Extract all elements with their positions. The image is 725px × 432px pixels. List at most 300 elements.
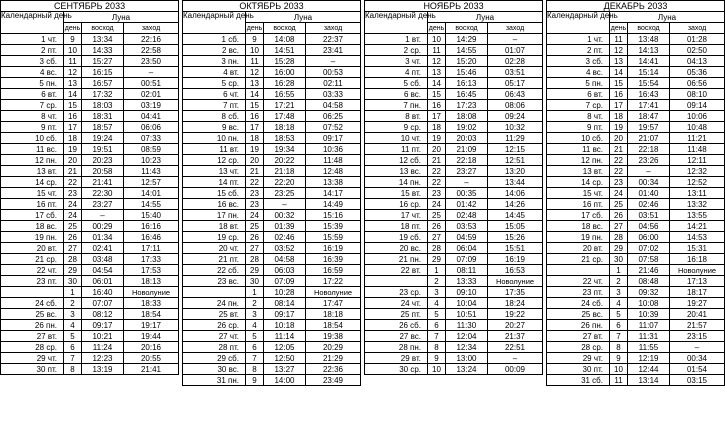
moonrise-cell: 23:27 [82, 199, 124, 210]
moon-day-cell: 13 [64, 78, 82, 89]
table-row [183, 56, 361, 67]
month-table [182, 0, 361, 386]
table-row [547, 133, 725, 144]
table-row [547, 353, 725, 364]
moonset-cell: 14:17 [306, 188, 361, 199]
table-row [547, 265, 725, 276]
moonset-cell: 16:18 [670, 254, 725, 265]
moonset-cell: 10:48 [670, 122, 725, 133]
moon-day-cell: 24 [64, 199, 82, 210]
moon-day-cell: 5 [610, 309, 628, 320]
moonrise-cell: 19:34 [264, 144, 306, 155]
table-row [1, 155, 179, 166]
date-cell: 27 чт. [183, 331, 246, 342]
moonrise-cell: 16:28 [264, 78, 306, 89]
table-row [365, 320, 543, 331]
table-row [547, 320, 725, 331]
moon-day-cell: 10 [610, 364, 628, 375]
moonrise-cell: 00:32 [264, 210, 306, 221]
date-cell: 15 чт. [1, 188, 64, 199]
moonrise-cell: 07:58 [628, 254, 670, 265]
moonset-cell: 14:01 [124, 188, 179, 199]
moonset-cell: 15:39 [306, 221, 361, 232]
moonset-cell: 19:27 [670, 298, 725, 309]
moonset-cell: 22:51 [488, 342, 543, 353]
table-row [183, 144, 361, 155]
month-title: ОКТЯБРЬ 2033 [183, 1, 361, 12]
date-cell: 4 вс. [547, 67, 610, 78]
date-cell: 2 пт. [547, 45, 610, 56]
moonset-cell: 20:27 [488, 320, 543, 331]
moon-day-cell: 4 [246, 320, 264, 331]
table-row [183, 67, 361, 78]
moonrise-cell: 14:55 [446, 45, 488, 56]
moonrise-cell: 08:14 [264, 298, 306, 309]
table-row [547, 309, 725, 320]
table-row [547, 254, 725, 265]
moon-day-cell: 25 [428, 210, 446, 221]
phase-label: Новолуние [670, 265, 725, 276]
moonrise-cell: 09:17 [82, 320, 124, 331]
moonset-cell: 12:32 [670, 166, 725, 177]
moonset-cell: 09:17 [306, 133, 361, 144]
moonrise-cell: 11:24 [82, 342, 124, 353]
table-row [183, 34, 361, 45]
moon-day-cell: 9 [428, 353, 446, 364]
moonrise-cell: 13:48 [628, 34, 670, 45]
moonset-cell: 06:56 [670, 78, 725, 89]
moonset-cell: 14:53 [670, 232, 725, 243]
moon-day-cell: 17 [428, 111, 446, 122]
moon-day-cell: 10 [428, 364, 446, 375]
date-cell: 19 пн. [1, 232, 64, 243]
moonrise-cell: 06:04 [446, 243, 488, 254]
moon-day-cell: 14 [246, 89, 264, 100]
table-row [183, 320, 361, 331]
moonrise-cell: 00:34 [628, 177, 670, 188]
date-cell: 27 вт. [547, 331, 610, 342]
moonset-cell: 20:29 [306, 342, 361, 353]
moon-day-cell: 25 [246, 221, 264, 232]
moonrise-cell: 22:18 [446, 155, 488, 166]
table-row [1, 133, 179, 144]
moon-day-cell: 21 [428, 155, 446, 166]
moon-day-cell: 8 [246, 364, 264, 375]
moonrise-cell: 13:00 [446, 353, 488, 364]
date-cell: 7 ср. [1, 100, 64, 111]
moon-day-cell: 17 [246, 122, 264, 133]
moonset-cell: 14:45 [488, 210, 543, 221]
table-row [547, 221, 725, 232]
moon-day-cell: 23 [610, 177, 628, 188]
moon-day-cell: 2 [428, 276, 446, 287]
moonset-cell: 23:50 [124, 56, 179, 67]
column-header-set: заход [670, 23, 725, 34]
moonset-cell: 07:52 [306, 122, 361, 133]
moonset-cell: 13:55 [670, 210, 725, 221]
moonset-cell: 14:49 [306, 199, 361, 210]
moonset-cell: 16:19 [488, 254, 543, 265]
column-header-moon-day: день [246, 24, 263, 32]
table-row [1, 364, 179, 375]
moon-day-cell: 18 [246, 133, 264, 144]
table-row [183, 188, 361, 199]
moon-day-cell: 24 [64, 210, 82, 221]
moonrise-cell: 02:46 [264, 232, 306, 243]
moonset-cell: 04:58 [306, 100, 361, 111]
date-cell: 25 вт. [183, 309, 246, 320]
moonrise-cell: 06:03 [264, 265, 306, 276]
moonrise-cell: 15:14 [628, 67, 670, 78]
date-cell: 17 сб. [1, 210, 64, 221]
moonrise-cell: 10:39 [628, 309, 670, 320]
date-cell: 14 пн. [365, 177, 428, 188]
moon-day-cell: 26 [246, 232, 264, 243]
moonrise-cell: 09:10 [446, 287, 488, 298]
moon-day-cell: 1 [64, 287, 82, 298]
moonset-cell: 04:13 [670, 56, 725, 67]
table-row [1, 67, 179, 78]
moonrise-cell: 04:58 [264, 254, 306, 265]
moonset-cell: 10:32 [488, 122, 543, 133]
moonrise-cell: 18:53 [264, 133, 306, 144]
date-cell: 1 сб. [183, 34, 246, 45]
date-cell: 23 пт. [547, 287, 610, 298]
moonset-cell: 13:44 [488, 177, 543, 188]
moonrise-cell: 01:39 [264, 221, 306, 232]
moonset-cell: 08:59 [124, 144, 179, 155]
column-header-set: заход [306, 23, 361, 34]
moonset-cell: 18:13 [124, 276, 179, 287]
moonset-cell: 01:54 [670, 364, 725, 375]
table-row [183, 254, 361, 265]
moonrise-cell: 14:29 [446, 34, 488, 45]
moonset-cell: 02:28 [488, 56, 543, 67]
column-header-set: заход [124, 23, 179, 34]
moonrise-cell: 07:02 [628, 243, 670, 254]
moon-day-cell: 6 [610, 320, 628, 331]
table-row [547, 375, 725, 386]
moonrise-cell: 10:21 [82, 331, 124, 342]
moon-day-cell: 25 [64, 221, 82, 232]
table-row [547, 287, 725, 298]
moon-day-cell: 22 [428, 166, 446, 177]
table-row [183, 122, 361, 133]
date-cell: 24 сб. [547, 298, 610, 309]
moonrise-cell: 12:04 [446, 331, 488, 342]
date-cell: 12 сб. [365, 155, 428, 166]
table-row [1, 232, 179, 243]
date-cell: 28 ср. [1, 342, 64, 353]
moonrise-cell: 04:54 [82, 265, 124, 276]
table-row [1, 254, 179, 265]
table-row [365, 342, 543, 353]
date-cell: 3 сб. [1, 56, 64, 67]
month-table [546, 0, 725, 386]
moonset-cell: 20:41 [670, 309, 725, 320]
month-title: СЕНТЯБРЬ 2033 [1, 1, 179, 12]
moon-day-cell: 1 [428, 265, 446, 276]
table-row [183, 265, 361, 276]
date-cell: 23 вс. [183, 276, 246, 287]
table-row [1, 320, 179, 331]
table-row [1, 309, 179, 320]
table-row [365, 232, 543, 243]
moonset-cell: 00:51 [124, 78, 179, 89]
moonrise-cell: 03:53 [446, 221, 488, 232]
column-header-rise: восход [628, 23, 670, 34]
date-cell: 24 пн. [183, 298, 246, 309]
table-row [547, 188, 725, 199]
date-cell: 19 пн. [547, 232, 610, 243]
moonset-cell: 14:21 [670, 221, 725, 232]
moonrise-cell: 12:34 [446, 342, 488, 353]
table-row [1, 353, 179, 364]
date-cell: 8 чт. [547, 111, 610, 122]
date-cell: 10 сб. [547, 133, 610, 144]
moonset-cell: 17:47 [306, 298, 361, 309]
moon-day-cell: 7 [246, 353, 264, 364]
moon-day-cell: 30 [64, 276, 82, 287]
moon-day-cell: 15 [610, 78, 628, 89]
moon-day-cell: 21 [246, 166, 264, 177]
moonrise-cell: 07:09 [446, 254, 488, 265]
moon-day-cell: 7 [64, 353, 82, 364]
date-cell: 3 чт. [365, 56, 428, 67]
table-row [183, 133, 361, 144]
date-cell: 22 сб. [183, 265, 246, 276]
moon-day-cell: 6 [64, 342, 82, 353]
moonset-cell: 00:34 [670, 353, 725, 364]
table-row [183, 375, 361, 386]
table-row [183, 166, 361, 177]
moonset-cell: 09:24 [488, 111, 543, 122]
table-row [365, 133, 543, 144]
table-row [547, 199, 725, 210]
moonrise-cell: 12:05 [264, 342, 306, 353]
moon-day-cell: 28 [64, 254, 82, 265]
date-cell: 29 сб. [183, 353, 246, 364]
moon-day-cell: 19 [610, 122, 628, 133]
moonrise-cell: 16:45 [446, 89, 488, 100]
date-cell: 7 пт. [183, 100, 246, 111]
moon-day-cell: 5 [64, 331, 82, 342]
moon-day-cell: 1 [246, 287, 264, 298]
column-header-day: Календарный день [547, 12, 610, 34]
table-row [365, 144, 543, 155]
date-cell: 26 сб. [365, 320, 428, 331]
moonrise-cell: – [82, 210, 124, 221]
date-cell: 3 пн. [183, 56, 246, 67]
moonset-cell: 14:06 [488, 188, 543, 199]
moon-day-cell: 12 [610, 45, 628, 56]
date-cell: 21 ср. [1, 254, 64, 265]
moon-day-cell: 24 [610, 188, 628, 199]
moonrise-cell: 19:57 [628, 122, 670, 133]
moonset-cell: 12:11 [670, 155, 725, 166]
moonset-cell: 05:17 [488, 78, 543, 89]
moon-day-cell: 4 [610, 298, 628, 309]
table-row [365, 122, 543, 133]
table-row [365, 177, 543, 188]
table-row [547, 89, 725, 100]
moonrise-cell: 08:12 [82, 309, 124, 320]
column-header-day: Календарный день [1, 12, 64, 34]
moonrise-cell: 17:41 [628, 100, 670, 111]
table-row [183, 364, 361, 375]
moonset-cell: 10:23 [124, 155, 179, 166]
phase-label: Новолуние [306, 287, 361, 298]
moon-day-cell: 9 [64, 34, 82, 45]
month-title: ДЕКАБРЬ 2033 [547, 1, 725, 12]
moonset-cell: 16:16 [124, 221, 179, 232]
moonset-cell: 01:07 [488, 45, 543, 56]
date-cell: 9 ср. [365, 122, 428, 133]
moonrise-cell: 22:30 [82, 188, 124, 199]
date-cell: 24 чт. [365, 298, 428, 309]
table-row [183, 309, 361, 320]
date-cell: 16 пт. [1, 199, 64, 210]
table-row [183, 177, 361, 188]
date-cell: 28 ср. [547, 342, 610, 353]
date-cell: 12 пн. [547, 155, 610, 166]
moon-day-cell: 5 [428, 309, 446, 320]
moonset-cell: 08:06 [488, 100, 543, 111]
table-row [547, 34, 725, 45]
moon-day-cell: 14 [64, 89, 82, 100]
table-row [365, 243, 543, 254]
moonrise-cell: 14:51 [264, 45, 306, 56]
moon-day-cell: 12 [246, 67, 264, 78]
moonrise-cell: 10:08 [628, 298, 670, 309]
moonrise-cell: 03:51 [628, 210, 670, 221]
table-row [1, 100, 179, 111]
date-cell: 27 вс. [365, 331, 428, 342]
table-row [547, 342, 725, 353]
table-row [1, 210, 179, 221]
moonset-cell: 23:15 [670, 331, 725, 342]
moon-day-cell: 3 [610, 287, 628, 298]
table-row [183, 199, 361, 210]
moonset-cell: 21:41 [124, 364, 179, 375]
moonrise-cell: 02:48 [446, 210, 488, 221]
column-header-rise: восход [82, 23, 124, 34]
moon-day-cell: 2 [610, 276, 628, 287]
moonrise-cell: 14:00 [264, 375, 306, 386]
moon-day-cell: 12 [428, 56, 446, 67]
moonset-cell: 18:33 [124, 298, 179, 309]
moon-day-cell: 22 [246, 177, 264, 188]
moonrise-cell: 20:03 [446, 133, 488, 144]
table-row [365, 221, 543, 232]
moonset-cell: 18:54 [306, 320, 361, 331]
moon-day-cell: 6 [246, 342, 264, 353]
moon-day-cell: 10 [246, 45, 264, 56]
moonrise-cell: 09:17 [264, 309, 306, 320]
date-cell: 4 пт. [365, 67, 428, 78]
moonrise-cell: 02:41 [82, 243, 124, 254]
moon-day-cell: 13 [428, 67, 446, 78]
table-row [547, 78, 725, 89]
date-cell: 16 пт. [547, 199, 610, 210]
moonset-cell: 19:38 [306, 331, 361, 342]
table-row [365, 353, 543, 364]
table-row [1, 78, 179, 89]
date-cell: 10 сб. [1, 133, 64, 144]
moon-day-cell: 28 [610, 232, 628, 243]
date-cell: 9 вс. [183, 122, 246, 133]
moonset-cell: 06:06 [124, 122, 179, 133]
table-row [365, 67, 543, 78]
column-header-moon: Луна [246, 12, 361, 23]
date-cell: 17 сб. [547, 210, 610, 221]
date-cell: 5 сб. [365, 78, 428, 89]
moon-day-cell: 20 [246, 155, 264, 166]
date-cell: 30 пт. [1, 364, 64, 375]
moonrise-cell: 04:56 [628, 221, 670, 232]
moon-day-cell: 9 [246, 375, 264, 386]
date-cell: 17 пн. [183, 210, 246, 221]
moonrise-cell: 11:31 [628, 331, 670, 342]
moonset-cell: 20:55 [124, 353, 179, 364]
date-cell: 18 пт. [365, 221, 428, 232]
column-header-rise: восход [446, 23, 488, 34]
date-cell: 18 вс. [547, 221, 610, 232]
date-cell: 15 сб. [183, 188, 246, 199]
date-cell: 1 вт. [365, 34, 428, 45]
table-row [1, 188, 179, 199]
moonrise-cell: 12:44 [628, 364, 670, 375]
moonrise-cell: 18:08 [446, 111, 488, 122]
moonrise-cell: 14:08 [264, 34, 306, 45]
moon-day-cell: 11 [610, 34, 628, 45]
moonset-cell: 14:26 [488, 199, 543, 210]
table-row [183, 45, 361, 56]
moonrise-cell: 02:46 [628, 199, 670, 210]
moon-day-cell: 11 [64, 56, 82, 67]
moonrise-cell: 23:25 [264, 188, 306, 199]
table-row [547, 111, 725, 122]
column-header-day: Календарный день [183, 12, 246, 34]
moonrise-cell: 16:15 [82, 67, 124, 78]
table-row [547, 144, 725, 155]
moonset-cell: 16:59 [306, 265, 361, 276]
table-row [1, 45, 179, 56]
moonset-cell: 17:22 [306, 276, 361, 287]
column-header-moon: Луна [610, 12, 725, 23]
moon-day-cell: 2 [64, 298, 82, 309]
date-cell: 2 ср. [365, 45, 428, 56]
moon-day-cell: 30 [246, 276, 264, 287]
table-row [183, 78, 361, 89]
date-cell: 15 вт. [365, 188, 428, 199]
moonset-cell: 01:28 [670, 34, 725, 45]
date-cell: 25 пт. [365, 309, 428, 320]
date-cell: 21 ср. [547, 254, 610, 265]
moonrise-cell: 19:51 [82, 144, 124, 155]
moonset-cell: 18:18 [306, 309, 361, 320]
table-row [183, 221, 361, 232]
table-row [547, 232, 725, 243]
moonset-cell: 19:17 [124, 320, 179, 331]
table-row [1, 287, 179, 298]
moonset-cell: 21:57 [670, 320, 725, 331]
moonrise-cell: 18:18 [264, 122, 306, 133]
moonrise-cell: 17:32 [82, 89, 124, 100]
moonset-cell: 15:40 [124, 210, 179, 221]
moonset-cell: 00:53 [306, 67, 361, 78]
moonset-cell: 22:16 [124, 34, 179, 45]
